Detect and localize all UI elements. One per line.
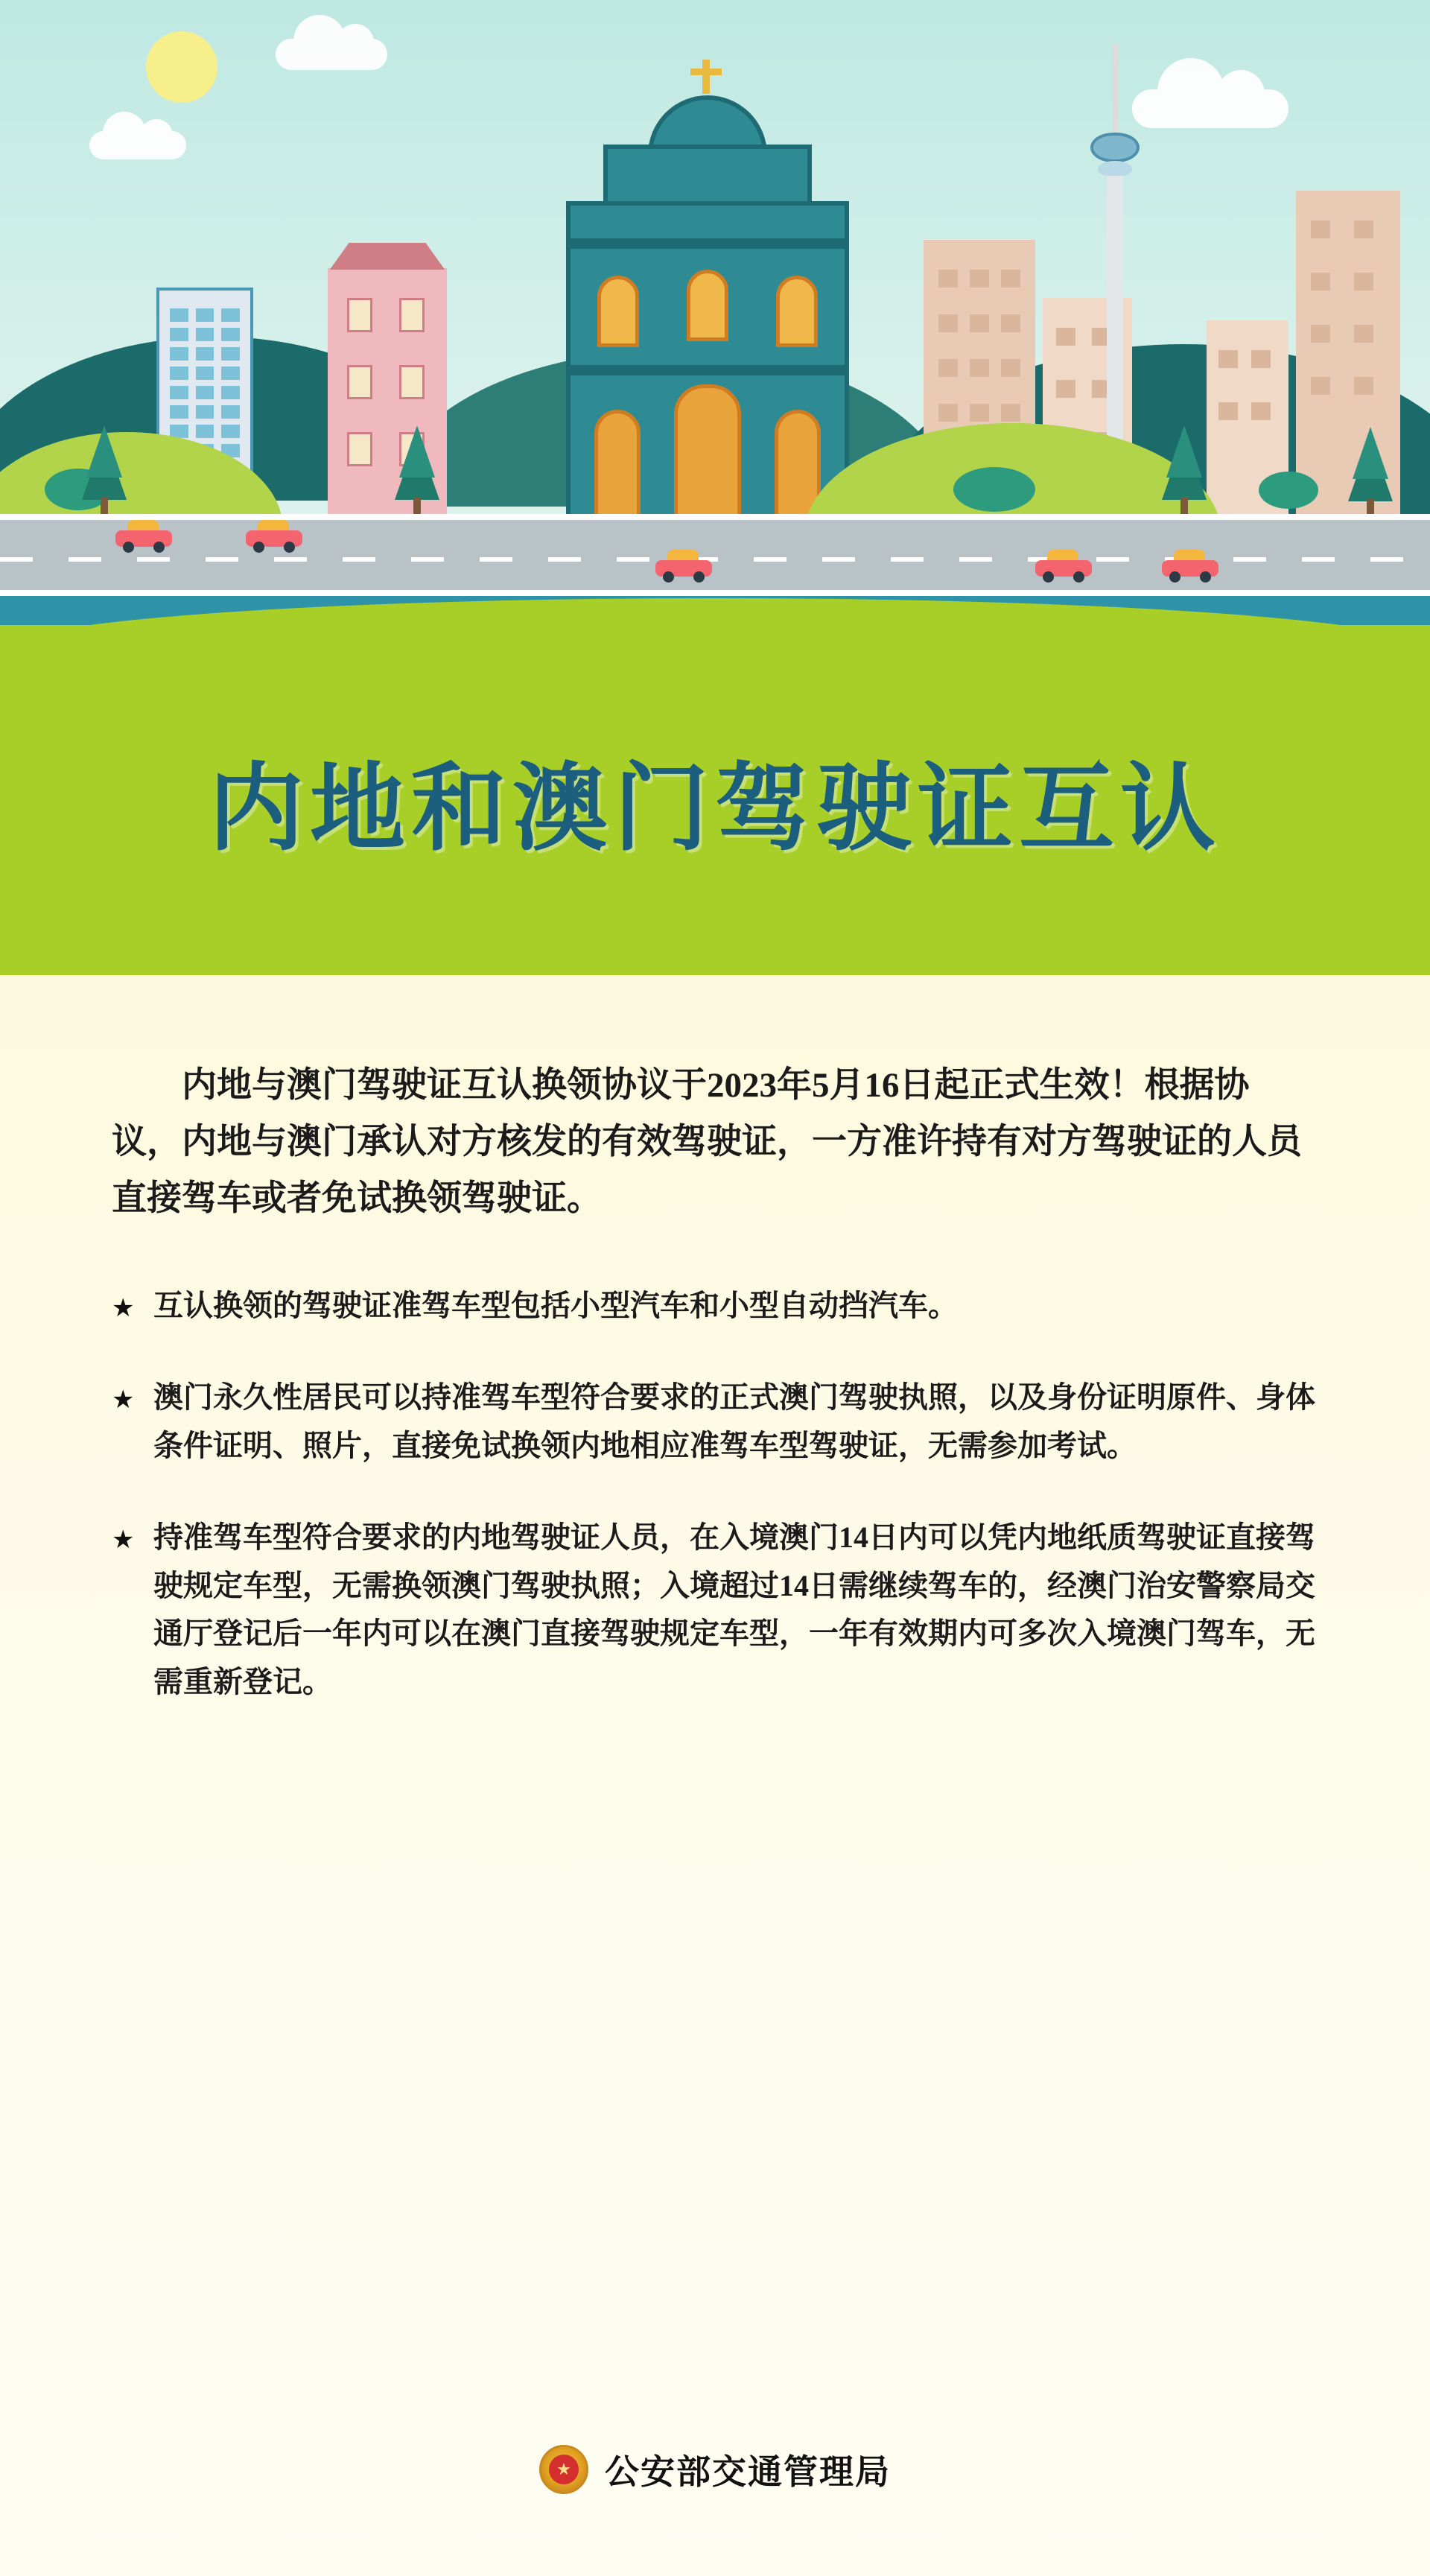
list-item (112, 1374, 1318, 1471)
cloud-icon (89, 131, 186, 159)
star-icon: ★ (112, 1294, 135, 1323)
organization-name: 公安部交通管理局 (605, 2453, 891, 2491)
car-icon (1162, 553, 1218, 583)
st-pauls-ruins-icon (551, 89, 864, 518)
tree-icon (1348, 421, 1393, 518)
cloud-icon (1132, 89, 1288, 128)
sun-icon (146, 31, 217, 103)
car-icon (246, 523, 302, 553)
content-area (0, 975, 1430, 1707)
page-title: 内地和澳门驾驶证互认 (208, 756, 1221, 862)
star-icon: ★ (112, 1525, 135, 1554)
list-item (112, 1514, 1318, 1707)
list-item-text: 互认换领的驾驶证准驾车型包括小型汽车和小型自动挡汽车。 (153, 1289, 958, 1323)
list-item-text: 澳门永久性居民可以持准驾车型符合要求的正式澳门驾驶执照，以及身份证明原件、身体条件证明、照片，直接免试换领内地相应准驾车型驾驶证，无需参加考试。 (153, 1380, 1315, 1462)
bush-icon (953, 467, 1035, 512)
title-band (0, 625, 1430, 975)
car-icon (655, 553, 712, 583)
cloud-icon (276, 39, 387, 70)
footer (0, 2445, 1430, 2494)
bush-icon (1259, 472, 1318, 509)
list-item (112, 1282, 1318, 1330)
star-icon: ★ (112, 1386, 135, 1415)
police-emblem-icon (539, 2445, 588, 2494)
emblem-star-icon: ★ (556, 2460, 571, 2478)
list-item-text: 持准驾车型符合要求的内地驾驶证人员，在入境澳门14日内可以凭内地纸质驾驶证直接驾驶规定车型，无需换领澳门驾驶执照；入境超过14日需继续驾车的，经澳门治安警察局交通厅登记后一年内可以在澳门直接驾驶规定车型，一年有效期内可多次入境澳门驾车，无需重新登记。 (153, 1520, 1315, 1699)
tree-icon (395, 427, 439, 516)
bullet-list (112, 1282, 1318, 1707)
tree-icon (1162, 427, 1207, 516)
tree-icon (82, 427, 127, 516)
lede-paragraph: 内地与澳门驾驶证互认换领协议于2023年5月16日起正式生效！根据协议，内地与澳门承认对方核发的有效驾驶证，一方准许持有对方驾驶证的人员直接驾车或者免试换领驾驶证。 (112, 1066, 1302, 1219)
header-illustration (0, 0, 1430, 637)
car-icon (1035, 553, 1092, 583)
car-icon (115, 523, 172, 553)
